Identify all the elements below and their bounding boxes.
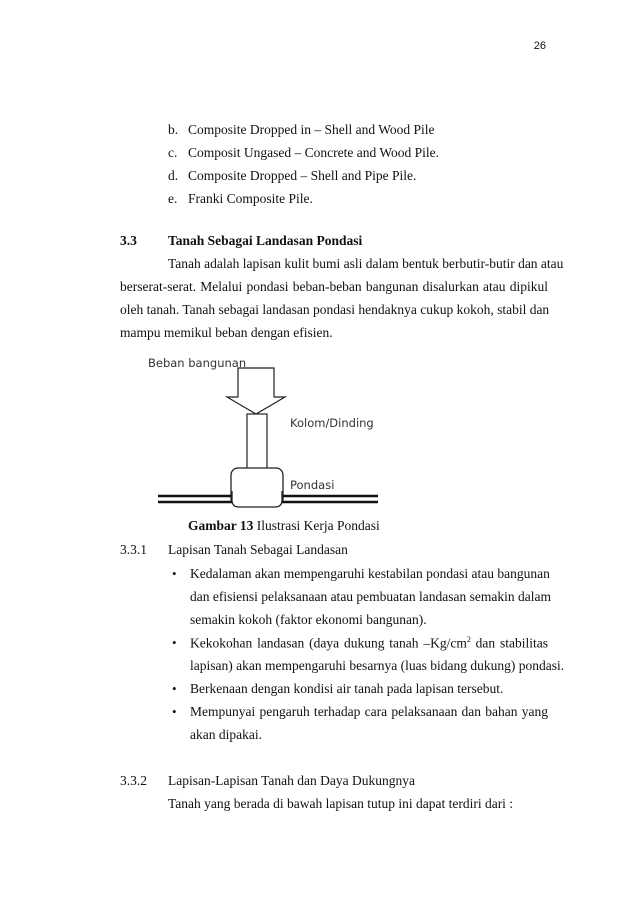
bullet-line: Kedalaman akan mempengaruhi kestabilan pondasi atau bangunan	[190, 566, 550, 581]
caption-text: Ilustrasi Kerja Pondasi	[253, 518, 380, 533]
section-number: 3.3	[120, 233, 137, 248]
bullet-line: Mempunyai pengaruh terhadap cara pelaksanaan dan bahan yang	[190, 704, 548, 719]
page-number: 26	[533, 40, 546, 52]
list-item-text: Composite Dropped in – Shell and Wood Pile	[188, 122, 435, 137]
foundation-illustration	[140, 350, 400, 520]
subsection-number: 3.3.1	[120, 542, 147, 557]
list-item-letter: b.	[168, 122, 179, 137]
paragraph-line: Tanah adalah lapisan kulit bumi asli dalam bentuk berbutir-butir dan atau	[168, 256, 564, 271]
paragraph-line: berserat-serat. Melalui pondasi beban-beban bangunan disalurkan atau dipikul	[120, 279, 548, 294]
bullet-line: Berkenaan dengan kondisi air tanah pada lapisan tersebut.	[190, 681, 504, 696]
figure-caption	[188, 518, 380, 534]
list-item-text: Composite Dropped – Shell and Pipe Pile.	[188, 168, 417, 183]
section-title: Tanah Sebagai Landasan Pondasi	[168, 233, 363, 248]
subsection-text: Tanah yang berada di bawah lapisan tutup ini dapat terdiri dari :	[168, 796, 514, 811]
bullet-icon: •	[172, 704, 177, 719]
list-item-text: Composit Ungased – Concrete and Wood Pile.	[188, 145, 440, 160]
bullet-icon: •	[172, 566, 177, 581]
list-item-letter: e.	[168, 191, 178, 206]
bullet-icon: •	[172, 681, 177, 696]
bullet-line: dan efisiensi pelaksanaan atau pembuatan landasan semakin dalam	[190, 589, 551, 604]
bullet-line: lapisan) akan mempengaruhi besarnya (luas bidang dukung) pondasi.	[190, 658, 565, 673]
paragraph-line: mampu memikul beban dengan efisien.	[120, 325, 333, 340]
list-item-text: Franki Composite Pile.	[188, 191, 313, 206]
column-shape	[247, 414, 267, 470]
label-column: Kolom/Dinding	[290, 416, 374, 430]
bullet-icon: •	[172, 635, 177, 650]
list-item-letter: c.	[168, 145, 178, 160]
paragraph-line: oleh tanah. Tanah sebagai landasan pondasi hendaknya cukup kokoh, stabil dan	[120, 302, 550, 317]
bullet-line: akan dipakai.	[190, 727, 262, 742]
subsection-number: 3.3.2	[120, 773, 147, 788]
subsection-title: Lapisan Tanah Sebagai Landasan	[168, 542, 348, 557]
label-foundation: Pondasi	[290, 478, 335, 492]
bullet-line: semakin kokoh (faktor ekonomi bangunan).	[190, 612, 427, 627]
bullet-line: Kekokohan landasan (daya dukung tanah $-Kg/cm^2$ dan stabilitas	[190, 635, 548, 651]
load-arrow-icon	[227, 368, 285, 414]
label-load: Beban bangunan	[148, 356, 247, 370]
subsection-title: Lapisan-Lapisan Tanah dan Daya Dukungnya	[168, 773, 415, 788]
caption-label: Gambar 13	[188, 518, 254, 533]
list-item-letter: d.	[168, 168, 179, 183]
